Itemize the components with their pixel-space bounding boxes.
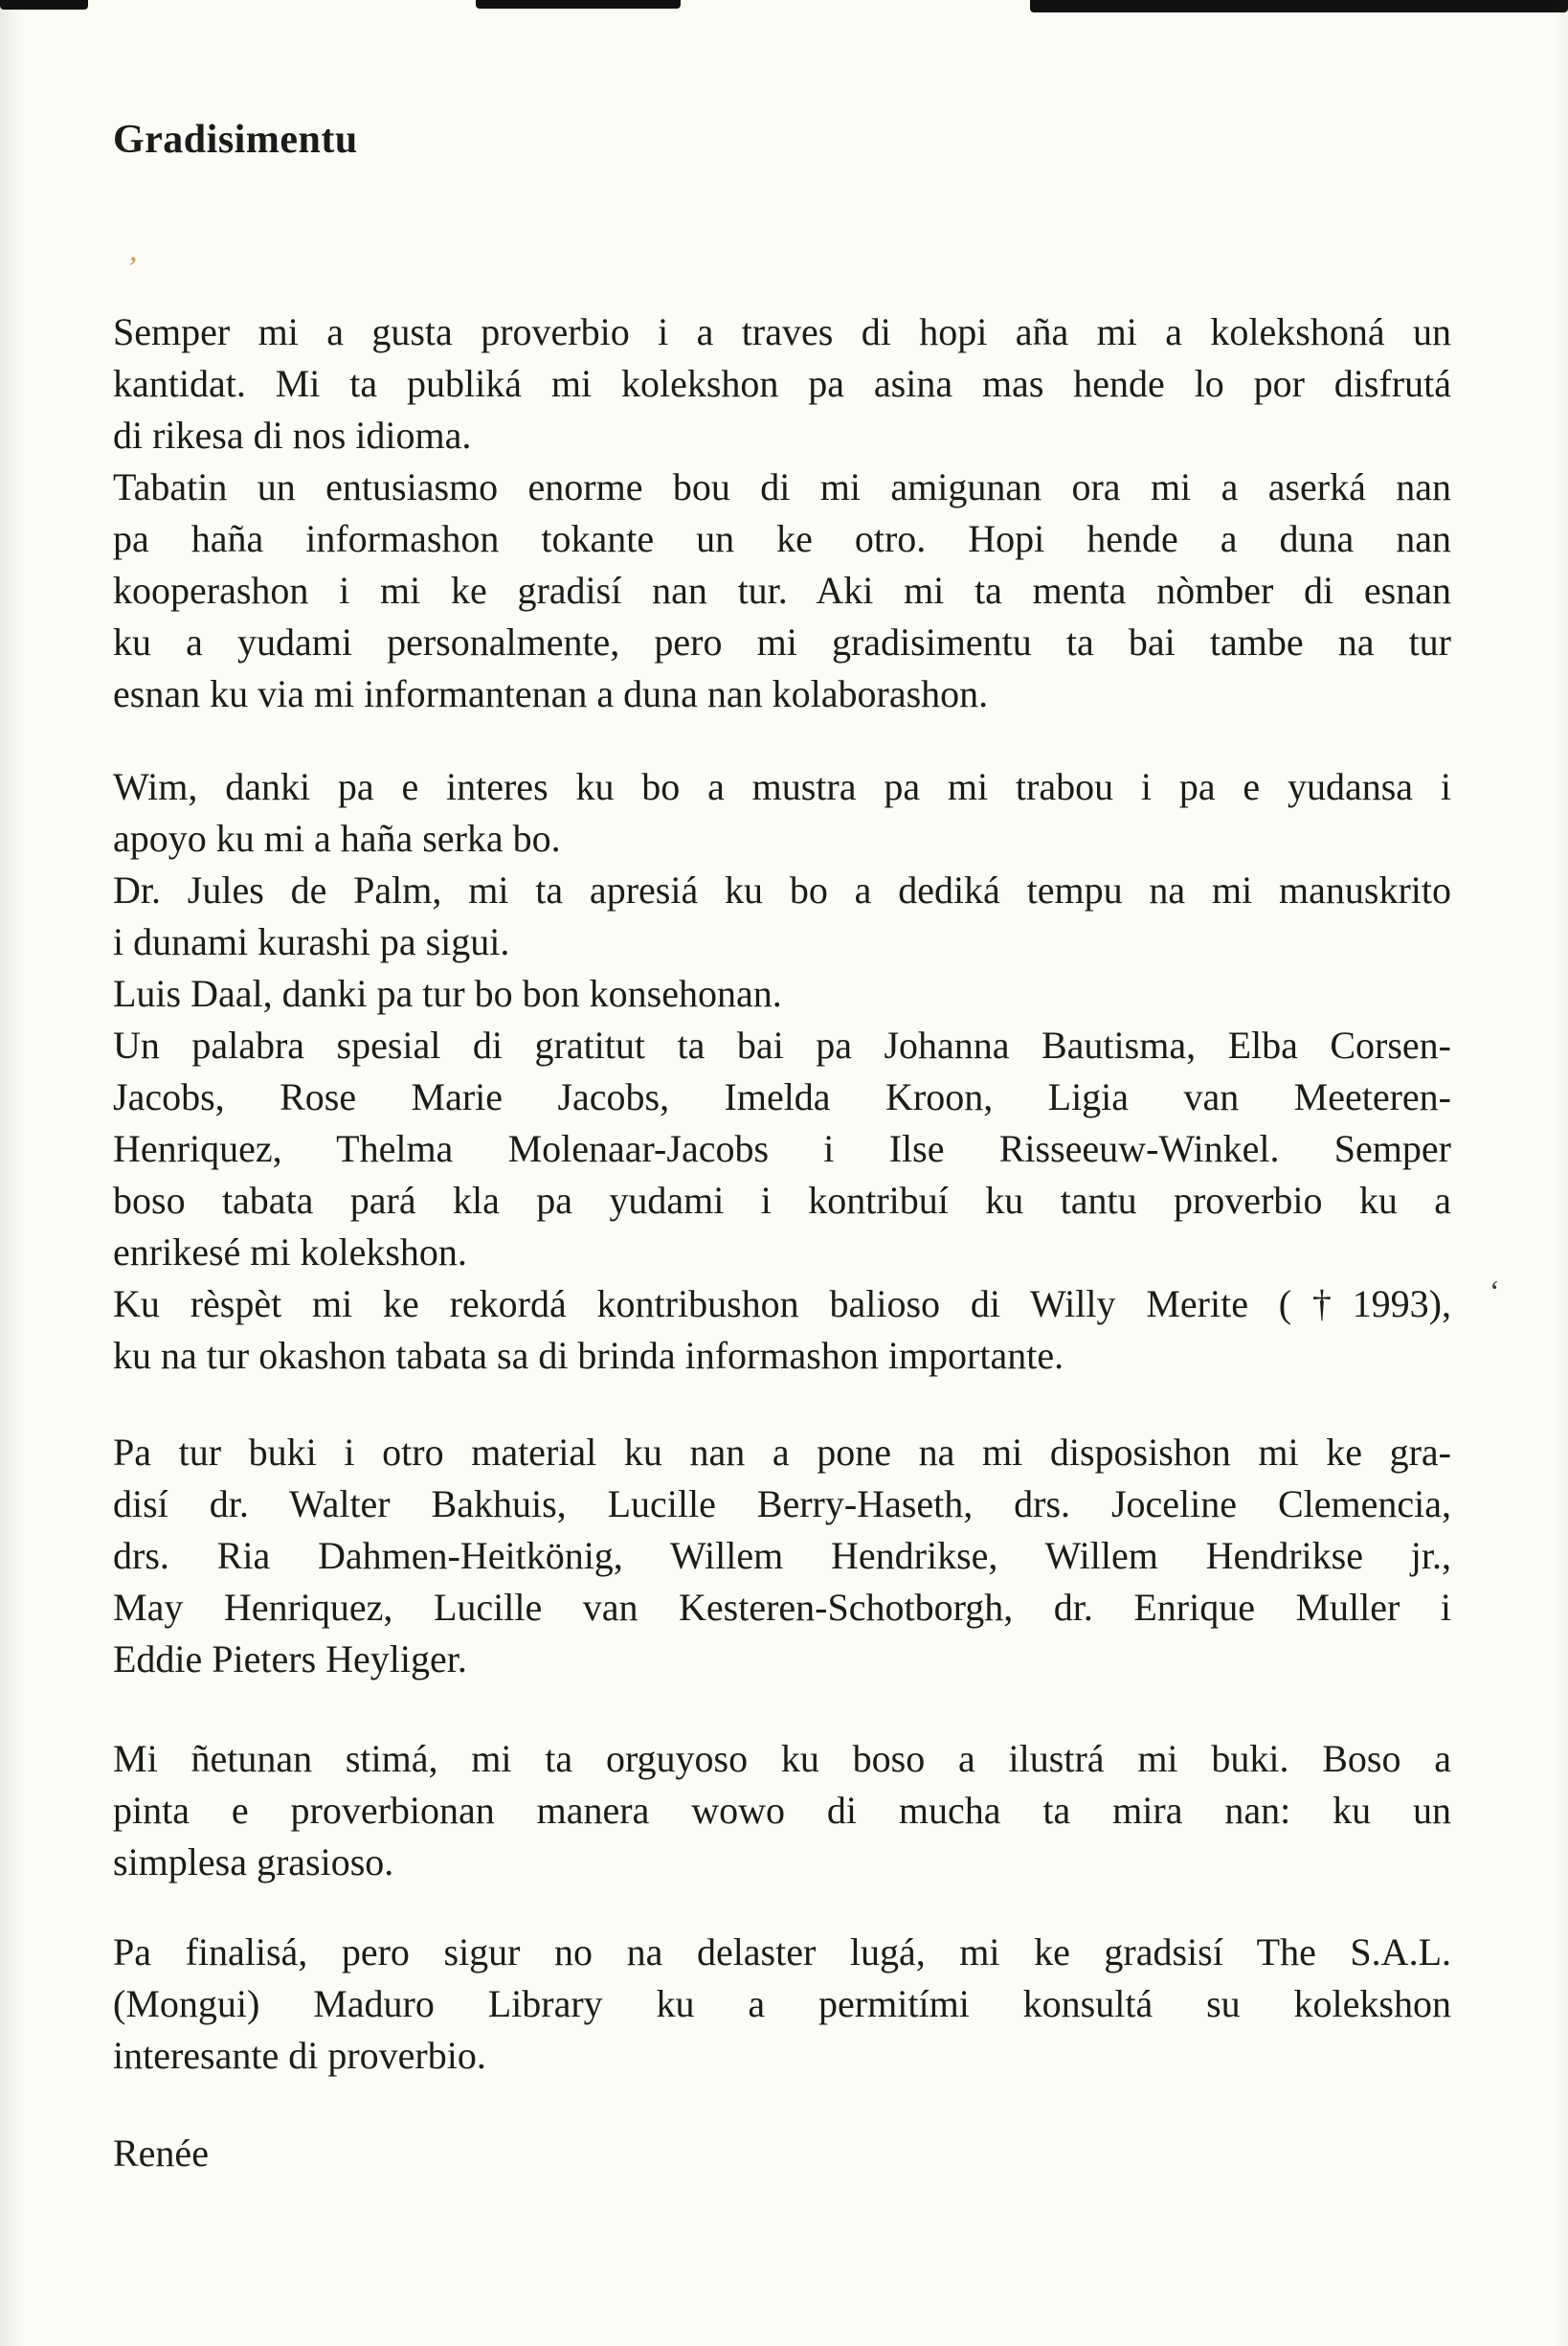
text-line: Eddie Pieters Heyliger. [113,1637,467,1681]
text-line: pa haña informashon tokante un ke otro. Hopi hende a duna nan [113,517,1451,560]
paragraph-grandchildren [113,1733,1451,1888]
text-line: esnan ku via mi informantenan a duna nan kolaborashon. [113,672,989,715]
text-line: Luis Daal, danki pa tur bo bon konsehonan. [113,972,782,1015]
text-line: boso tabata pará kla pa yudami i kontribuí ku tantu proverbio ku a [113,1179,1451,1222]
text-line: May Henriquez, Lucille van Kesteren-Schotborgh, dr. Enrique Muller i [113,1586,1451,1629]
text-line: kooperashon i mi ke gradisí nan tur. Aki mi ta menta nòmber di esnan [113,569,1451,612]
text-line: Pa tur buki i otro material ku nan a pone na mi disposishon mi ke gra- [113,1431,1451,1474]
paragraph-books-material [113,1427,1451,1685]
text-line: (Mongui) Maduro Library ku a permitími konsultá su kolekshon [113,1982,1451,2025]
text-line: simplesa grasioso. [113,1840,394,1884]
text-line: Semper mi a gusta proverbio i a traves di hopi aña mi a kolekshoná un [113,310,1451,353]
text-line: Dr. Jules de Palm, mi ta apresiá ku bo a dediká tempu na mi manuskrito [113,868,1451,912]
text-line: enrikesé mi kolekshon. [113,1230,467,1274]
text-line: Pa finalisá, pero sigur no na delaster lugá, mi ke gradsisí The S.A.L. [113,1930,1451,1974]
signature: Renée [113,2132,209,2175]
text-line: pinta e proverbionan manera wowo di mucha ta mira nan: ku un [113,1789,1451,1832]
page-title: Gradisimentu [113,118,358,163]
scan-edge-artifact-left [0,0,88,10]
text-line: Tabatin un entusiasmo enorme bou di mi amigunan ora mi a aserká nan [113,465,1451,508]
text-line: kantidat. Mi ta publiká mi kolekshon pa asina mas hende lo por disfrutá [113,362,1451,405]
text-line: Wim, danki pa e interes ku bo a mustra pa mi trabou i pa e yudansa i [113,765,1451,808]
text-line: ku a yudami personalmente, pero mi gradisimentu ta bai tambe na tur [113,620,1451,664]
paragraph-thanks-individuals [113,761,1451,1382]
text-line: apoyo ku mi a haña serka bo. [113,817,561,860]
text-line: Mi ñetunan stimá, mi ta orguyoso ku boso a ilustrá mi buki. Boso a [113,1737,1451,1780]
text-line: Henriquez, Thelma Molenaar-Jacobs i Ilse Risseeuw-Winkel. Semper [113,1127,1451,1170]
text-line: Jacobs, Rose Marie Jacobs, Imelda Kroon, Ligia van Meeteren- [113,1075,1451,1118]
scan-edge-artifact-middle [476,0,681,9]
scan-edge-artifact-right [1030,0,1568,12]
paragraph-library [113,1927,1451,2082]
text-line: interesante di proverbio. [113,2034,486,2077]
text-line: Ku rèspèt mi ke rekordá kontribushon balioso di Willy Merite (†1993), [113,1282,1451,1325]
text-line: di rikesa di nos idioma. [113,414,472,457]
text-line: Un palabra spesial di gratitut ta bai pa Johanna Bautisma, Elba Corsen- [113,1024,1451,1067]
text-line: ku na tur okashon tabata sa di brinda informashon importante. [113,1334,1064,1377]
text-line: drs. Ria Dahmen-Heitkönig, Willem Hendrikse, Willem Hendrikse jr., [113,1534,1451,1577]
scan-blemish-mark: ’ [123,250,140,287]
text-line: disí dr. Walter Bakhuis, Lucille Berry-Haseth, drs. Joceline Clemencia, [113,1482,1451,1525]
text-line: i dunami kurashi pa sigui. [113,920,510,963]
paragraph-opening [113,306,1451,720]
scan-margin-mark: ‘ [1490,1274,1500,1308]
